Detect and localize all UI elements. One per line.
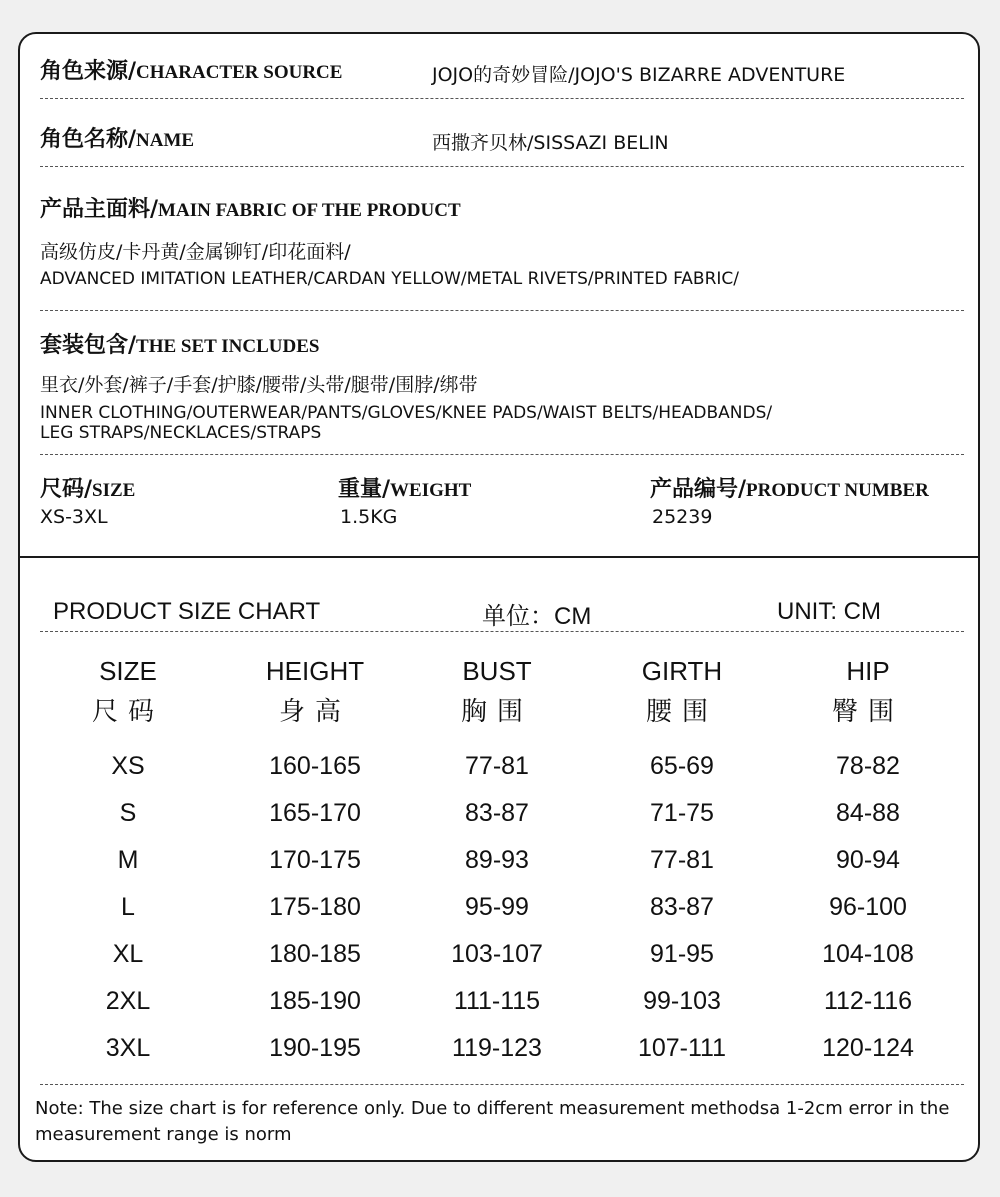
table-cell: XS (111, 752, 145, 780)
table-cell: 77-81 (650, 846, 714, 874)
size-chart-title: PRODUCT SIZE CHART (53, 598, 321, 625)
divider (40, 631, 964, 632)
column-header-size: SIZE 尺码 (91, 656, 164, 727)
table-cell: 95-99 (465, 893, 529, 921)
size-chart-note: Note: The size chart is for reference only. Due to different measurement methodsa 1-2cm error in the measurement range is norm (35, 1098, 950, 1145)
table-cell: 170-175 (269, 846, 361, 874)
set-includes-value-en-2: LEG STRAPS/NECKLACES/STRAPS (40, 423, 322, 443)
table-cell: 160-165 (269, 752, 361, 780)
table-cell: 65-69 (650, 752, 714, 780)
table-cell: 77-81 (465, 752, 529, 780)
table-cell: 78-82 (836, 752, 900, 780)
unit-en-label: UNIT: CM (777, 598, 881, 625)
divider (40, 454, 964, 455)
fabric-value-cn: 高级仿皮/卡丹黄/金属铆钉/印花面料/ (40, 241, 351, 263)
divider (40, 166, 964, 167)
column-header-hip: HIP 臀围 (831, 656, 904, 727)
table-cell: 83-87 (650, 893, 714, 921)
table-cell: 175-180 (269, 893, 361, 921)
set-includes-value-cn: 里衣/外套/裤子/手套/护膝/腰带/头带/腿带/围脖/绑带 (40, 374, 478, 396)
table-cell: M (117, 846, 139, 874)
table-cell: 120-124 (822, 1034, 914, 1062)
table-cell: 83-87 (465, 799, 529, 827)
table-cell: 190-195 (269, 1034, 361, 1062)
table-cell: 165-170 (269, 799, 361, 827)
table-cell: 71-75 (650, 799, 714, 827)
set-includes-value-en-1: INNER CLOTHING/OUTERWEAR/PANTS/GLOVES/KNEE PADS/WAIST BELTS/HEADBANDS/ (40, 403, 773, 423)
unit-cn-label: 单位：CM (482, 603, 592, 630)
product-number-heading: 产品编号/PRODUCT NUMBER (650, 476, 929, 502)
table-cell: L (121, 893, 135, 921)
table-cell: 107-111 (637, 1034, 727, 1062)
table-cell: 180-185 (269, 940, 361, 968)
table-cell: S (119, 799, 137, 827)
table-cell: 103-107 (451, 940, 543, 968)
table-cell: 91-95 (650, 940, 714, 968)
size-heading: 尺码/SIZE (40, 476, 136, 502)
table-cell: 112-116 (823, 987, 913, 1015)
column-header-height: HEIGHT 身高 (265, 656, 365, 727)
column-header-girth: GIRTH 腰围 (641, 656, 723, 727)
product-info-card (18, 32, 980, 1162)
table-cell: 99-103 (643, 987, 721, 1015)
table-cell: 90-94 (836, 846, 900, 874)
name-heading: 角色名称/NAME (40, 126, 195, 152)
table-cell: XL (112, 940, 144, 968)
table-cell: 104-108 (822, 940, 914, 968)
table-cell: 3XL (105, 1034, 151, 1062)
divider (40, 310, 964, 311)
divider (40, 1084, 964, 1085)
fabric-heading: 产品主面料/MAIN FABRIC OF THE PRODUCT (40, 196, 461, 222)
set-includes-heading: 套装包含/THE SET INCLUDES (40, 332, 320, 358)
name-value: 西撒齐贝林/SISSAZI BELIN (432, 132, 669, 154)
character-source-heading: 角色来源/CHARACTER SOURCE (40, 58, 343, 84)
weight-value: 1.5KG (340, 506, 398, 528)
character-source-value: JOJO的奇妙冒险/JOJO'S BIZARRE ADVENTURE (432, 64, 846, 86)
table-cell: 185-190 (269, 987, 361, 1015)
table-cell: 96-100 (829, 893, 907, 921)
fabric-value-en: ADVANCED IMITATION LEATHER/CARDAN YELLOW/METAL RIVETS/PRINTED FABRIC/ (40, 269, 740, 289)
section-divider (20, 556, 978, 558)
size-value: XS-3XL (40, 506, 108, 528)
divider (40, 98, 964, 99)
table-cell: 119-123 (452, 1034, 542, 1062)
column-header-bust: BUST 胸围 (460, 656, 533, 727)
weight-heading: 重量/WEIGHT (338, 476, 472, 502)
product-number-value: 25239 (652, 506, 713, 528)
table-cell: 111-115 (453, 987, 541, 1015)
table-cell: 84-88 (836, 799, 900, 827)
table-cell: 2XL (105, 987, 151, 1015)
table-cell: 89-93 (465, 846, 529, 874)
